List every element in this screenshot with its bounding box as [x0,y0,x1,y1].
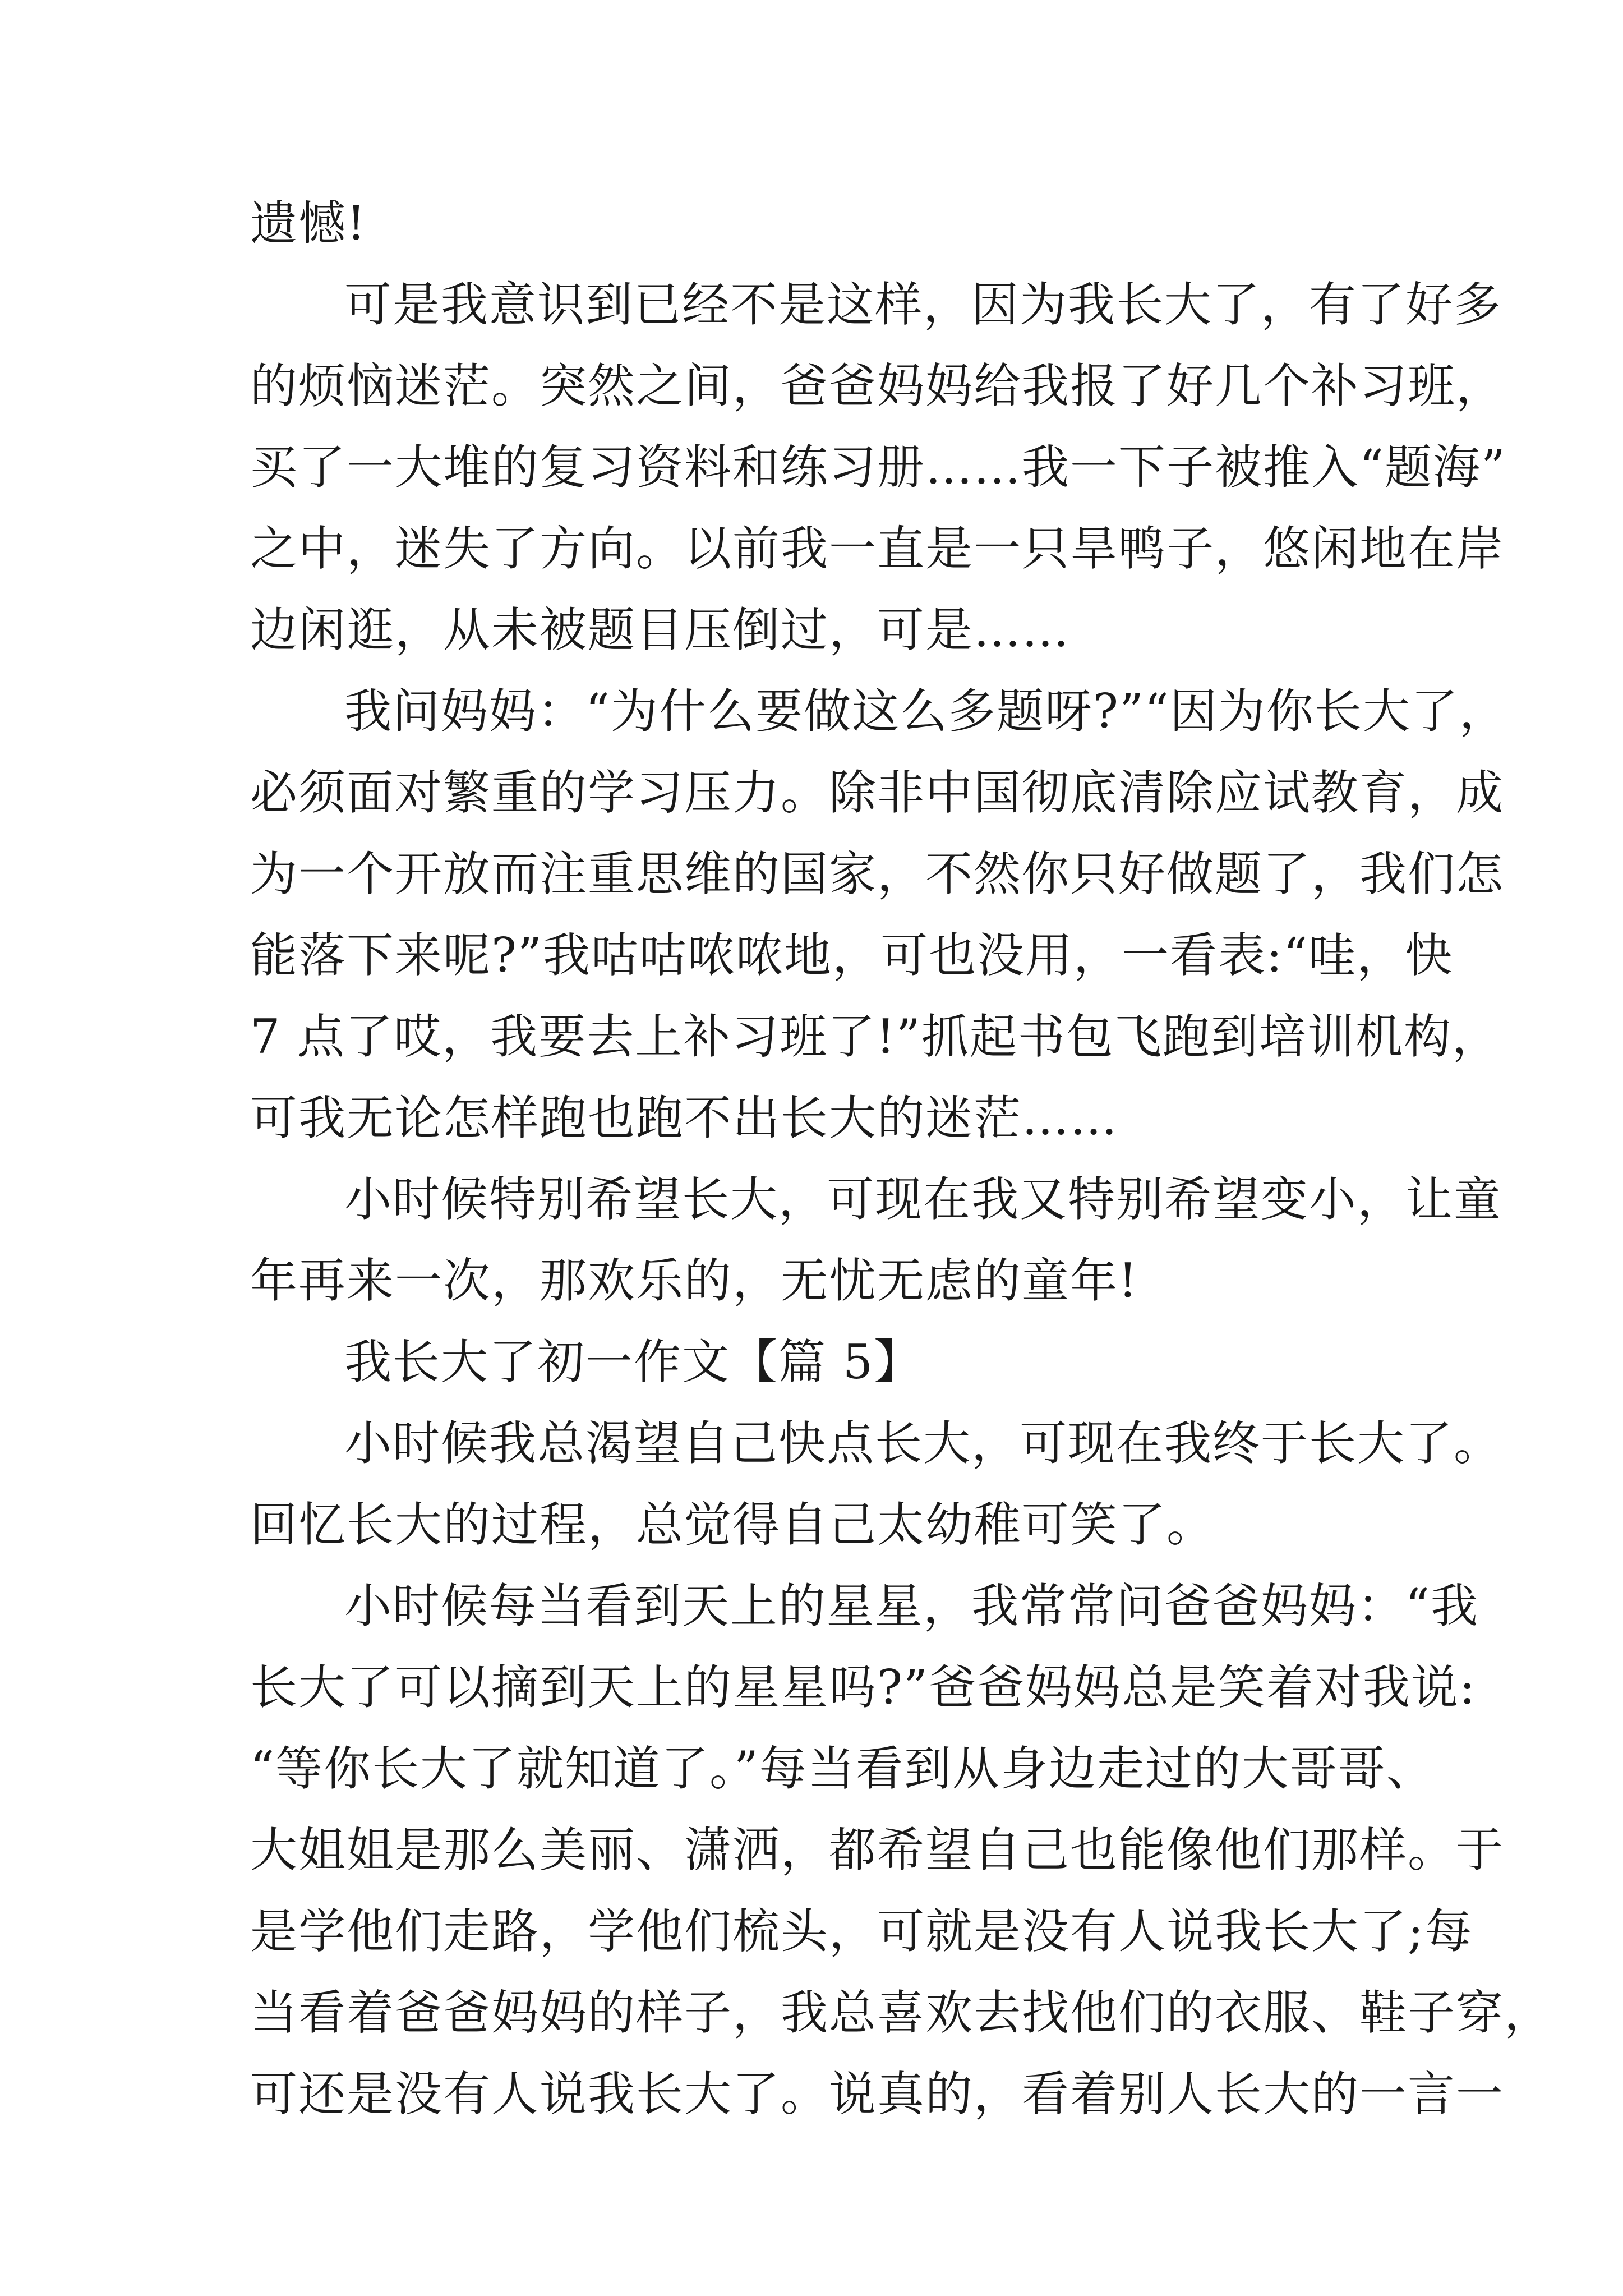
text-line: 的烦恼迷茫。突然之间，爸爸妈妈给我报了好几个补习班， [250,358,1505,413]
text-line: 必须面对繁重的学习压力。除非中国彻底清除应试教育，成 [250,765,1505,820]
text-line: 当看着爸爸妈妈的样子，我总喜欢去找他们的衣服、鞋子穿， [250,1985,1553,2040]
text-line: 遗憾! [250,196,367,251]
text-line: 可是我意识到已经不是这样，因为我长大了，有了好多 [344,277,1502,332]
body-text [250,183,1553,2135]
text-line: “等你长大了就知道了。”每当看到从身边走过的大哥哥、 [250,1741,1435,1796]
text-line: 年再来一次，那欢乐的，无忧无虑的童年! [250,1253,1138,1308]
text-line: 我问妈妈：“为什么要做这么多题呀?”“因为你长大了， [344,684,1507,739]
text-line: 小时候每当看到天上的星星，我常常问爸爸妈妈：“我 [344,1579,1479,1634]
text-line: 可还是没有人说我长大了。说真的，看着别人长大的一言一 [250,2067,1505,2122]
text-line: 长大了可以摘到天上的星星吗?”爸爸妈妈总是笑着对我说: [250,1660,1477,1715]
text-line: 之中，迷失了方向。以前我一直是一只旱鸭子，悠闲地在岸 [250,521,1505,576]
text-line: 是学他们走路，学他们梳头，可就是没有人说我长大了;每 [250,1904,1473,1959]
text-line: 买了一大堆的复习资料和练习册……我一下子被推入“题海” [250,440,1506,495]
text-line: 小时候我总渴望自己快点长大，可现在我终于长大了。 [344,1416,1502,1471]
text-line: 我长大了初一作文【篇 5】 [344,1335,923,1389]
text-line: 回忆长大的过程，总觉得自己太幼稚可笑了。 [250,1497,1215,1552]
text-line: 为一个开放而注重思维的国家，不然你只好做题了，我们怎 [250,846,1505,901]
text-line: 能落下来呢?”我咕咕哝哝地，可也没用，一看表:“哇，快 [250,928,1454,983]
text-line: 边闲逛，从未被题目压倒过，可是…… [250,602,1071,657]
text-line: 可我无论怎样跑也跑不出长大的迷茫…… [250,1091,1119,1145]
text-line: 大姐姐是那么美丽、潇洒，都希望自己也能像他们那样。于 [250,1823,1505,1878]
text-line: 7 点了哎，我要去上补习班了!”抓起书包飞跑到培训机构， [250,1009,1500,1064]
text-line: 小时候特别希望长大，可现在我又特别希望变小，让童 [344,1172,1502,1227]
